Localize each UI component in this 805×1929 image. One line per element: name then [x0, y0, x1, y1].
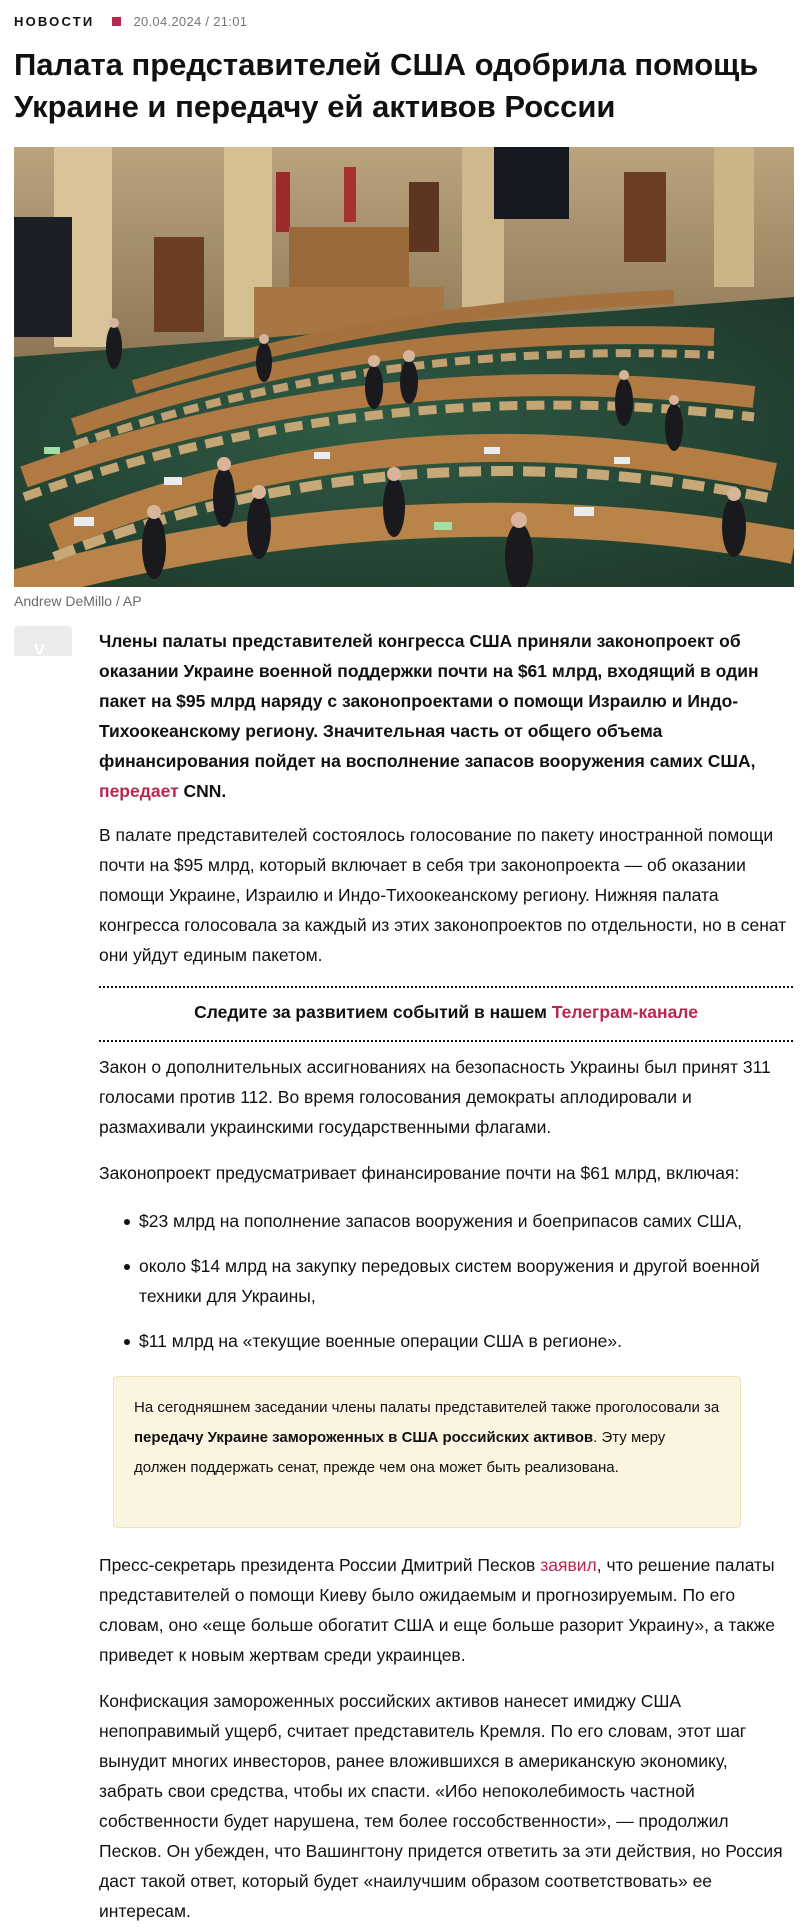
funding-list	[99, 1206, 793, 1371]
note-text-after: . Эту меру должен поддержать сенат, прежде чем она может быть реализована.	[134, 1429, 666, 1476]
statement-link[interactable]: заявил	[540, 1555, 597, 1575]
highlight-note	[113, 1376, 741, 1528]
share-button-letter: V	[34, 642, 45, 656]
lead-paragraph	[99, 626, 793, 806]
lead-source: CNN.	[178, 781, 227, 801]
list-item: $11 млрд на «текущие военные операции США в регионе».	[99, 1326, 793, 1356]
paragraph-4: Законопроект предусматривает финансирование почти на $61 млрд, включая:	[99, 1163, 740, 1183]
paragraph-3: Закон о дополнительных ассигнованиях на безопасность Украины был принят 311 голосами против 112. Во время голосования демократы аплодировали и размахивали украинскими государственными флагами.	[99, 1057, 771, 1137]
photo-caption: Andrew DeMillo / AP	[14, 593, 142, 609]
para5-before: Пресс-секретарь президента России Дмитрий Песков	[99, 1555, 541, 1575]
source-link[interactable]: передает	[99, 781, 179, 801]
publish-date: 20.04.2024 / 21:01	[133, 14, 248, 29]
article-photo	[14, 147, 794, 587]
telegram-link[interactable]: Телеграм-канале	[551, 1002, 698, 1022]
list-item: около $14 млрд на закупку передовых систем вооружения и другой военной техники для Украины,	[99, 1251, 793, 1311]
paragraph-6: Конфискация замороженных российских активов нанесет имиджу США непоправимый ущерб, считает представитель Кремля. По его словам, этот шаг вынудит многих инвесторов, ранее вложившихся в американскую экономику, забрать свои средства, чтобы их спасти. «Ибо непоколебимость частной собственности будет нарушена, тем более госсобственности», — продолжил Песков. Он убежден, что Вашингтону придется ответить за эти действия, но Россия даст такой ответ, который будет «наилучшим образом соответствовать» ее интересам.	[99, 1691, 783, 1921]
rubric-separator-square	[112, 17, 121, 26]
paragraph-5	[99, 1550, 793, 1670]
lead-text: Члены палаты представителей конгресса США приняли законопроект об оказании Украине военной поддержки почти на $61 млрд, входящий в один пакет на $95 млрд наряду с законопроектами о помощи Израилю и Индо-Тихоокеанскому региону. Значительная часть от общего объема финансирования пойдет на восполнение запасов вооружения самих США,	[99, 631, 759, 771]
telegram-promo	[99, 986, 793, 1042]
note-text-bold: передачу Украине замороженных в США российских активов	[134, 1429, 594, 1446]
list-item: $23 млрд на пополнение запасов вооружения и боеприпасов самих США,	[99, 1206, 793, 1236]
promo-text: Следите за развитием событий в нашем	[194, 1002, 552, 1022]
article-headline: Палата представителей США одобрила помощь Украине и передачу ей активов России	[14, 47, 759, 124]
share-button[interactable]	[14, 626, 72, 656]
rubric-label[interactable]: НОВОСТИ	[14, 14, 95, 29]
article-meta	[14, 14, 247, 29]
paragraph-2: В палате представителей состоялось голосование по пакету иностранной помощи почти на $95 млрд, который включает в себя три законопроекта — об оказании помощи Украине, Израилю и Индо-Тихоокеанскому региону. Нижняя палата конгресса голосовала за каждый из этих законопроектов по отдельности, но в сенат они уйдут единым пакетом.	[99, 825, 787, 965]
note-text-before: На сегодняшнем заседании члены палаты представителей также проголосовали за	[134, 1399, 720, 1416]
para5-after: , что решение палаты представителей о помощи Киеву было ожидаемым и прогнозируемым. По его словам, оно «еще больше обогатит США и еще больше разорит Украину», а также приведет к новым жертвам среди украинцев.	[99, 1555, 776, 1665]
